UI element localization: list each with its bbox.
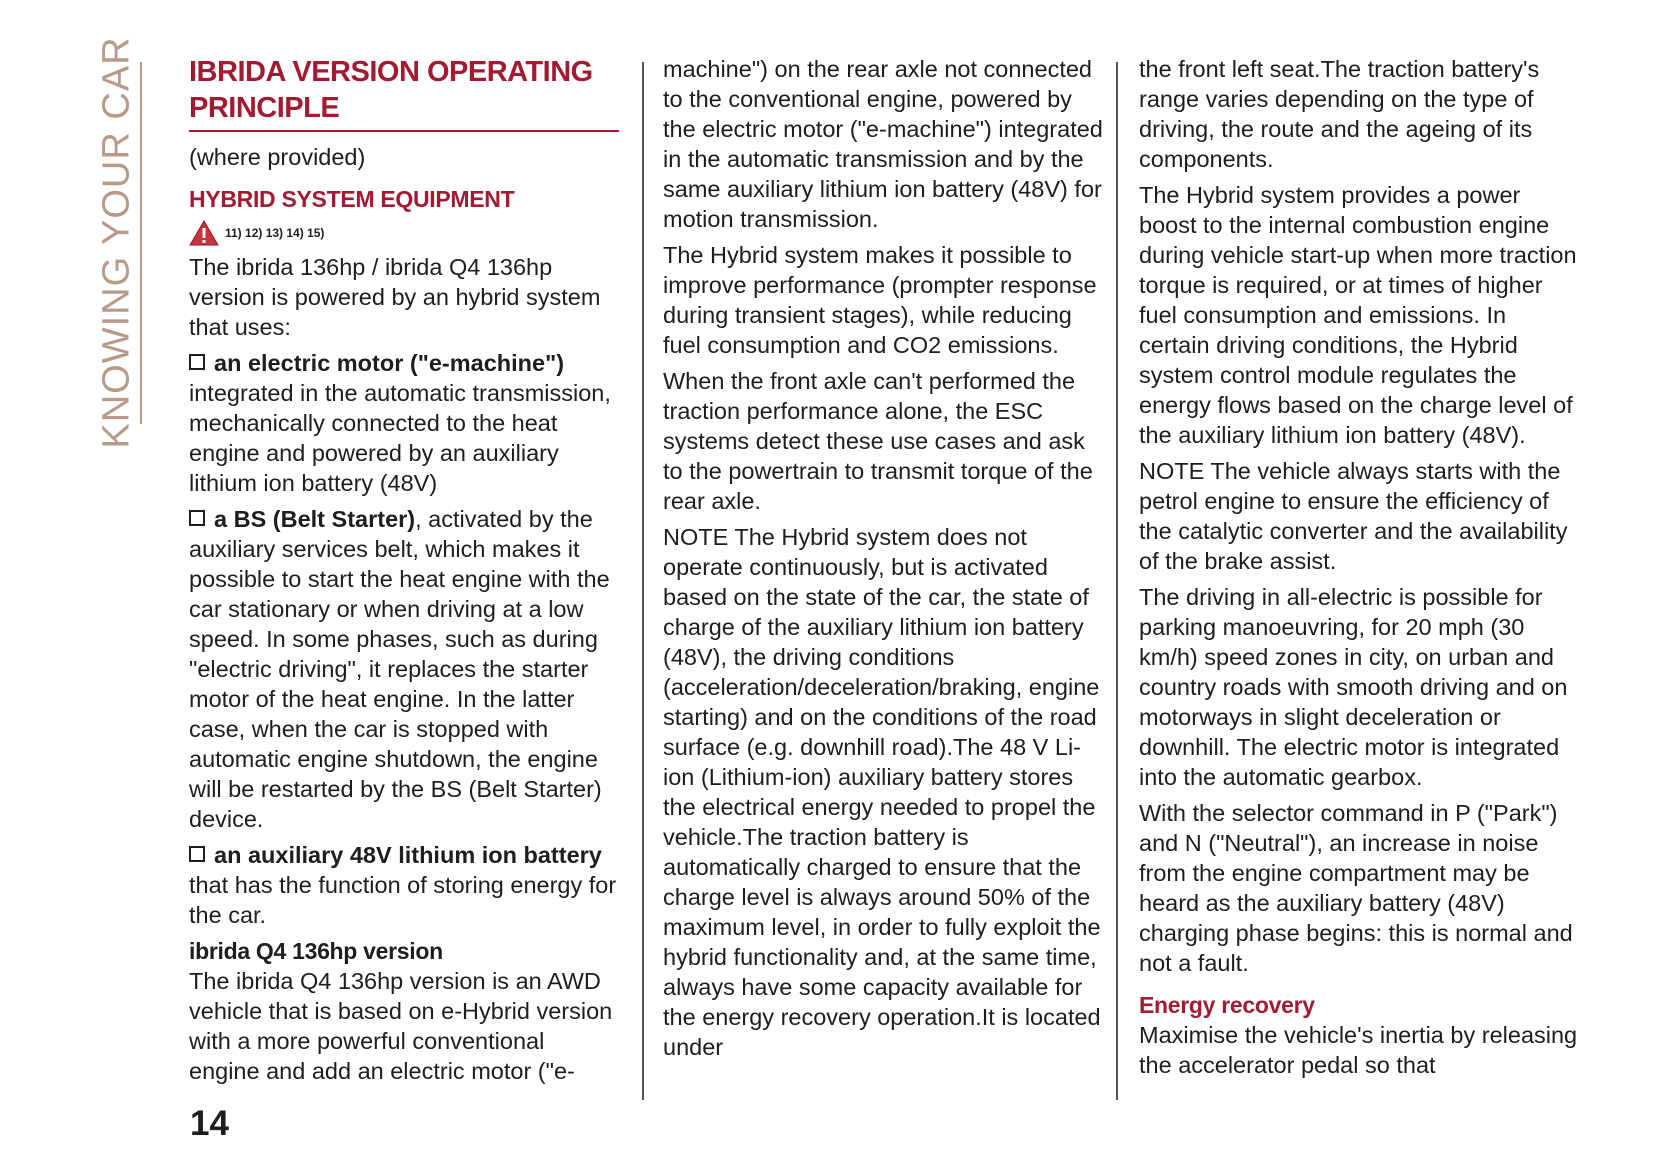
side-tab-label: KNOWING YOUR CAR [95, 35, 138, 449]
warning-triangle-icon [189, 220, 219, 246]
bullet-battery-title: an auxiliary 48V lithium ion battery [214, 842, 602, 868]
side-tab-rule [140, 62, 142, 424]
bullet-emachine-text: integrated in the automatic transmission, mechanically connected to the heat engine and powered by an auxiliary lithium ion battery (48V) [189, 380, 611, 496]
page-title: IBRIDA VERSION OPERATING PRINCIPLE [189, 54, 619, 132]
warning-references [189, 218, 619, 248]
bullet-emachine-title: an electric motor ("e-machine") [214, 350, 565, 376]
page-number: 14 [190, 1104, 229, 1143]
bullet-battery [189, 840, 619, 930]
bullet-battery-text: that has the function of storing energy for the car. [189, 872, 617, 928]
bullet-belt-starter-title: a BS (Belt Starter) [214, 506, 416, 532]
intro-paragraph: The ibrida 136hp / ibrida Q4 136hp version is powered by an hybrid system that uses: [189, 254, 601, 340]
note-operation-paragraph: NOTE The Hybrid system does not operate continuously, but is activated based on the state of the car, the state of charge of the auxiliary lithium ion battery (48V), the driving conditions (acceleration/deceleration/braking, engine starting) and on the conditions of the road surface (e.g. downhill road).The 48 V Li-ion (Lithium-ion) auxiliary battery stores the electrical energy needed to propel the vehicle.The traction battery is automatically charged to ensure that the charge level is always around 50% of the maximum level, in order to fully exploit the hybrid functionality and, at the same time, always have some capacity available for the energy recovery operation.It is located under [663, 524, 1101, 1060]
side-section-tab [92, 35, 142, 449]
energy-recovery-heading: Energy recovery [1139, 992, 1315, 1018]
column-3 [1139, 54, 1579, 1086]
q4-version-heading: ibrida Q4 136hp version [189, 938, 443, 964]
column-divider-1 [642, 62, 644, 1100]
bullet-belt-starter-text: , activated by the auxiliary services belt, which makes it possible to start the heat engine with the car stationary or when driving at a low speed. In some phases, such as during "electric driving", it replaces the starter motor of the heat engine. In the latter case, when the car is stopped with automatic engine shutdown, the engine will be restarted by the BS (Belt Starter) device. [189, 506, 610, 832]
front-axle-paragraph: When the front axle can't performed the traction performance alone, the ESC systems detect these use cases and ask to the powertrain to transmit torque of the rear axle. [663, 368, 1093, 514]
performance-paragraph: The Hybrid system makes it possible to improve performance (prompter response during transient stages), while reducing fuel consumption and CO2 emissions. [663, 242, 1097, 358]
checkbox-bullet-icon [189, 354, 205, 370]
battery-location-paragraph: the front left seat.The traction battery's range varies depending on the type of driving, the route and the ageing of its components. [1139, 56, 1540, 172]
column-2 [663, 54, 1103, 1068]
equipment-heading: HYBRID SYSTEM EQUIPMENT [189, 186, 515, 212]
checkbox-bullet-icon [189, 510, 205, 526]
energy-recovery-paragraph: Maximise the vehicle's inertia by releasing the accelerator pedal so that [1139, 1022, 1578, 1078]
note-start-paragraph: NOTE The vehicle always starts with the petrol engine to ensure the efficiency of the catalytic converter and the availability of the brake assist. [1139, 458, 1568, 574]
column-1 [189, 54, 619, 1092]
q4-version-paragraph: The ibrida Q4 136hp version is an AWD vehicle that is based on e-Hybrid version with a more powerful conventional engine and add an electric motor ("e- [189, 968, 613, 1084]
checkbox-bullet-icon [189, 846, 205, 862]
selector-noise-paragraph: With the selector command in P ("Park") and N ("Neutral"), an increase in noise from the engine compartment may be heard as the auxiliary battery (48V) charging phase begins: this is normal and not a fault. [1139, 800, 1573, 976]
bullet-emachine [189, 348, 619, 498]
bullet-belt-starter [189, 504, 619, 834]
rear-axle-paragraph: machine") on the rear axle not connected to the conventional engine, powered by the electric motor ("e-machine") integrated in the automatic transmission and by the same auxiliary lithium ion battery (48V) for motion transmission. [663, 56, 1103, 232]
where-provided-note: (where provided) [189, 144, 366, 170]
warning-refs-text: 11) 12) 13) 14) 15) [225, 226, 325, 240]
all-electric-paragraph: The driving in all-electric is possible for parking manoeuvring, for 20 mph (30 km/h) speed zones in city, on urban and country roads with smooth driving and on motorways in slight deceleration or downhill. The electric motor is integrated into the automatic gearbox. [1139, 584, 1568, 790]
power-boost-paragraph: The Hybrid system provides a power boost to the internal combustion engine during vehicle start-up when more traction torque is required, or at times of higher fuel consumption and emissions. In certain driving conditions, the Hybrid system control module regulates the energy flows based on the charge level of the auxiliary lithium ion battery (48V). [1139, 182, 1577, 448]
column-divider-2 [1116, 62, 1118, 1100]
